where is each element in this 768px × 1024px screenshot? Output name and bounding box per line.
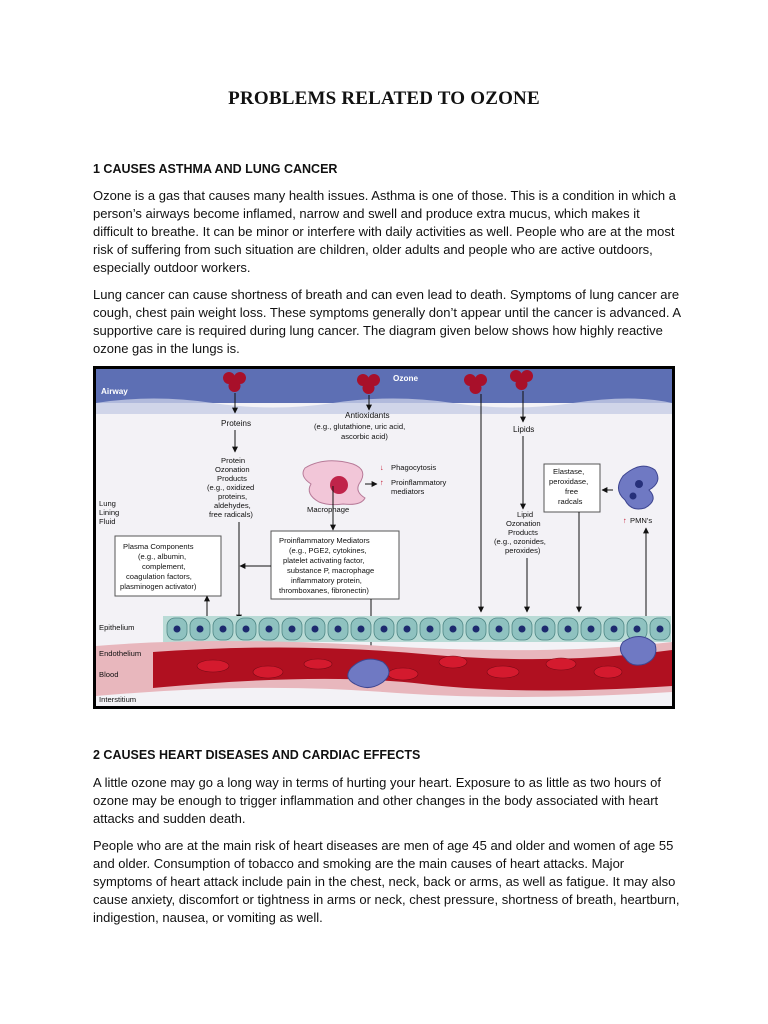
cell-nucleus	[197, 626, 204, 633]
cell-nucleus	[565, 626, 572, 633]
svg-text:coagulation factors,: coagulation factors,	[126, 572, 192, 581]
label-airway: Airway	[101, 387, 128, 396]
svg-text:inflammatory protein,: inflammatory protein,	[291, 576, 362, 585]
paragraph-lung-cancer: Lung cancer can cause shortness of breath and can even lead to death. Symptoms of lung cancer are cough, chest pain weight loss. These symptoms generally don’t appear until the cancer is advanced. A supportive care is required during lung cancer. The diagram given below shows how highly reactive ozone gas in the lungs is.	[93, 287, 681, 356]
svg-text:free: free	[565, 487, 579, 496]
svg-text:Lipid: Lipid	[517, 510, 534, 519]
label-antioxidants-examples: (e.g., glutathione, uric acid,	[314, 422, 406, 431]
svg-text:peroxides): peroxides)	[505, 546, 541, 555]
label-proinflammatory: Proinflammatory	[391, 478, 447, 487]
svg-text:radcals: radcals	[558, 497, 583, 506]
svg-text:Plasma Components: Plasma Components	[123, 542, 194, 551]
cell-nucleus	[657, 626, 664, 633]
paragraph-heart-risk: People who are at the main risk of heart diseases are men of age 45 and older and women of age 55 and older. Consumption of tobacco and smoking are the main causes of heart attacks. Major symptoms of heart attack include pain in the chest, neck, back or arms, as well as fatigue. It may also cause anxiety, discomfort or tightness in arms or neck, chest pressure, shortness of breath, heartburn, indigestion, nausea, or vomiting as well.	[93, 838, 680, 925]
cell-nucleus	[450, 626, 457, 633]
label-lipids: Lipids	[513, 425, 535, 434]
label-endothelium: Endothelium	[99, 649, 142, 658]
ozone-lung-diagram	[93, 366, 675, 709]
svg-text:peroxidase,: peroxidase,	[549, 477, 589, 486]
paragraph-asthma: Ozone is a gas that causes many health issues. Asthma is one of those. This is a condition in which a person’s airways become inflamed, narrow and swell and produce extra mucus, which makes it difficult to breathe. It can be minor or interfere with daily activities as well. People who are at the most risk of suffering from such situation are children, older adults and people who are active outdoors, especially outdoor workers.	[93, 188, 676, 275]
svg-text:Ozonation: Ozonation	[215, 465, 250, 474]
cell-nucleus	[427, 626, 434, 633]
svg-text:Protein: Protein	[221, 456, 246, 465]
label-antioxidants-examples-2: ascorbic acid)	[341, 432, 388, 441]
cell-nucleus	[335, 626, 342, 633]
label-proteins: Proteins	[221, 419, 252, 428]
label-epithelium: Epithelium	[99, 623, 135, 632]
cell-nucleus	[634, 626, 641, 633]
cell-nucleus	[404, 626, 411, 633]
svg-text:free radicals): free radicals)	[209, 510, 253, 519]
label-interstitium: Interstitium	[99, 695, 137, 704]
cell-nucleus	[220, 626, 227, 633]
label-pmns: PMN's	[630, 516, 653, 525]
cell-nucleus	[174, 626, 181, 633]
cell-nucleus	[542, 626, 549, 633]
cell-nucleus	[496, 626, 503, 633]
label-macrophage: Macrophage	[307, 505, 350, 514]
svg-text:complement,: complement,	[142, 562, 186, 571]
cell-nucleus	[243, 626, 250, 633]
svg-text:Elastase,: Elastase,	[553, 467, 585, 476]
svg-text:thromboxanes, fibronectin): thromboxanes, fibronectin)	[279, 586, 369, 595]
svg-text:aldehydes,: aldehydes,	[214, 501, 251, 510]
svg-text:Ozonation: Ozonation	[506, 519, 541, 528]
arrow-up-icon: ↑	[623, 516, 627, 525]
label-blood: Blood	[99, 670, 119, 679]
cell-nucleus	[519, 626, 526, 633]
paragraph-heart-exposure: A little ozone may go a long way in terms of hurting your heart. Exposure to as little as two hours of ozone may be enough to trigger inflammation and other changes in the body associated with heart attacks and sudden death.	[93, 775, 661, 826]
cell-nucleus	[473, 626, 480, 633]
label-ozone: Ozone	[393, 374, 419, 383]
label-antioxidants: Antioxidants	[345, 411, 390, 420]
page-title: PROBLEMS RELATED TO OZONE	[228, 88, 540, 109]
svg-text:(e.g., PGE2, cytokines,: (e.g., PGE2, cytokines,	[289, 546, 367, 555]
label-mediators: mediators	[391, 487, 425, 496]
cell-nucleus	[611, 626, 618, 633]
label-phagocytosis: Phagocytosis	[391, 463, 437, 472]
svg-text:(e.g., ozonides,: (e.g., ozonides,	[494, 537, 546, 546]
svg-text:platelet activating factor,: platelet activating factor,	[283, 556, 365, 565]
cell-nucleus	[358, 626, 365, 633]
svg-text:substance P, macrophage: substance P, macrophage	[287, 566, 375, 575]
svg-text:proteins,: proteins,	[218, 492, 248, 501]
cell-nucleus	[588, 626, 595, 633]
svg-text:Lining: Lining	[99, 508, 120, 517]
epithelium-cells	[163, 616, 671, 642]
section-heading-asthma: 1 CAUSES ASTHMA AND LUNG CANCER	[93, 162, 338, 176]
cell-nucleus	[381, 626, 388, 633]
svg-text:Products: Products	[217, 474, 247, 483]
svg-text:(e.g., oxidized: (e.g., oxidized	[207, 483, 255, 492]
arrow-up-icon: ↑	[380, 478, 384, 487]
svg-text:Fluid: Fluid	[99, 517, 116, 526]
svg-text:Products: Products	[508, 528, 538, 537]
protein-ozonation-products	[207, 456, 254, 519]
svg-text:Proinflammatory Mediators: Proinflammatory Mediators	[279, 536, 370, 545]
cell-nucleus	[289, 626, 296, 633]
svg-text:plasminogen activator): plasminogen activator)	[120, 582, 197, 591]
svg-text:(e.g., albumin,: (e.g., albumin,	[138, 552, 187, 561]
airway-band	[96, 369, 672, 403]
cell-nucleus	[266, 626, 273, 633]
section-heading-heart: 2 CAUSES HEART DISEASES AND CARDIAC EFFECTS	[93, 748, 421, 762]
label-lung-lining-fluid: Lung	[99, 499, 116, 508]
arrow-down-icon: ↓	[380, 463, 384, 472]
cell-nucleus	[312, 626, 319, 633]
